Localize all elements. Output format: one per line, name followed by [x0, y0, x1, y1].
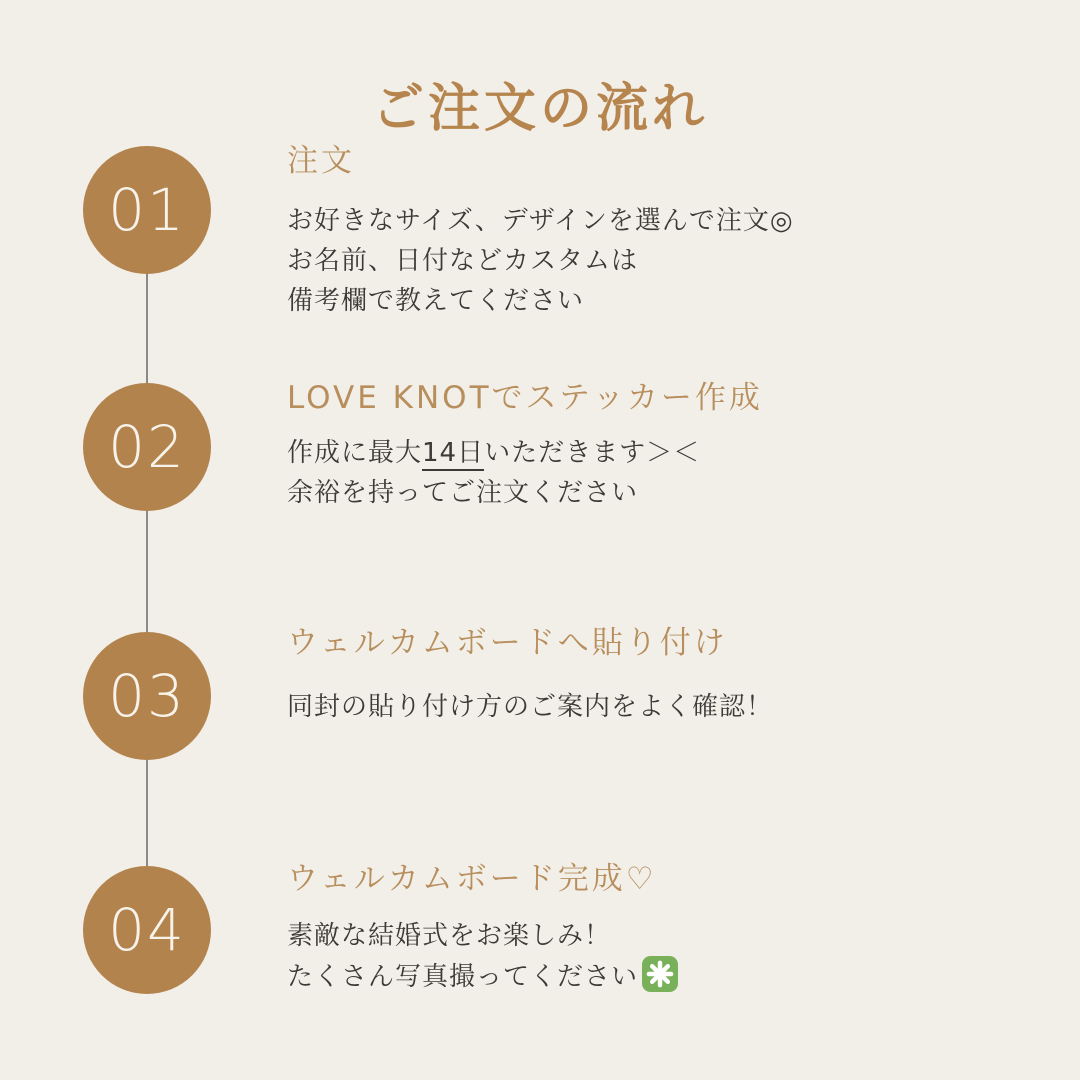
step-1-number: 01	[108, 176, 186, 244]
step-4-number: 04	[108, 896, 186, 964]
step-2-number: 02	[108, 413, 186, 481]
step-4-number-badge	[83, 866, 211, 994]
step-4-heading: ウェルカムボード完成♡	[287, 861, 657, 897]
step-1-number-badge	[83, 146, 211, 274]
description-line: 余裕を持ってご注文ください	[287, 478, 639, 508]
step-2-number-badge	[83, 383, 211, 511]
step-2-description	[287, 433, 700, 513]
step-3-number-badge	[83, 632, 211, 760]
description-line: 素敵な結婚式をお楽しみ！	[287, 921, 612, 951]
timeline-connector-line	[146, 210, 148, 930]
description-text: たくさん写真撮ってください	[287, 962, 639, 992]
green-asterisk-emoji	[642, 956, 678, 992]
step-2-heading: LOVE KNOTでステッカー作成	[287, 380, 763, 416]
step-3-number: 03	[108, 662, 186, 730]
description-line: お好きなサイズ、デザインを選んで注文◎	[287, 206, 794, 236]
page-title: ご注文の流れ	[371, 78, 708, 139]
step-3-description	[287, 687, 773, 727]
step-4-description	[287, 916, 678, 997]
description-line: お名前、日付などカスタムは	[287, 246, 639, 276]
step-3-heading: ウェルカムボードへ貼り付け	[287, 625, 728, 661]
description-line: 備考欄で教えてください	[287, 286, 585, 316]
underlined-duration-text: 14日	[422, 438, 484, 471]
step-1-description	[287, 201, 794, 321]
description-line	[287, 433, 700, 473]
description-line	[287, 956, 678, 997]
step-1-heading: 注文	[287, 143, 355, 179]
description-text: いただきます＞＜	[484, 438, 701, 468]
description-line: 同封の貼り付け方のご案内をよく確認！	[287, 692, 774, 722]
description-text: 作成に最大	[287, 438, 423, 468]
